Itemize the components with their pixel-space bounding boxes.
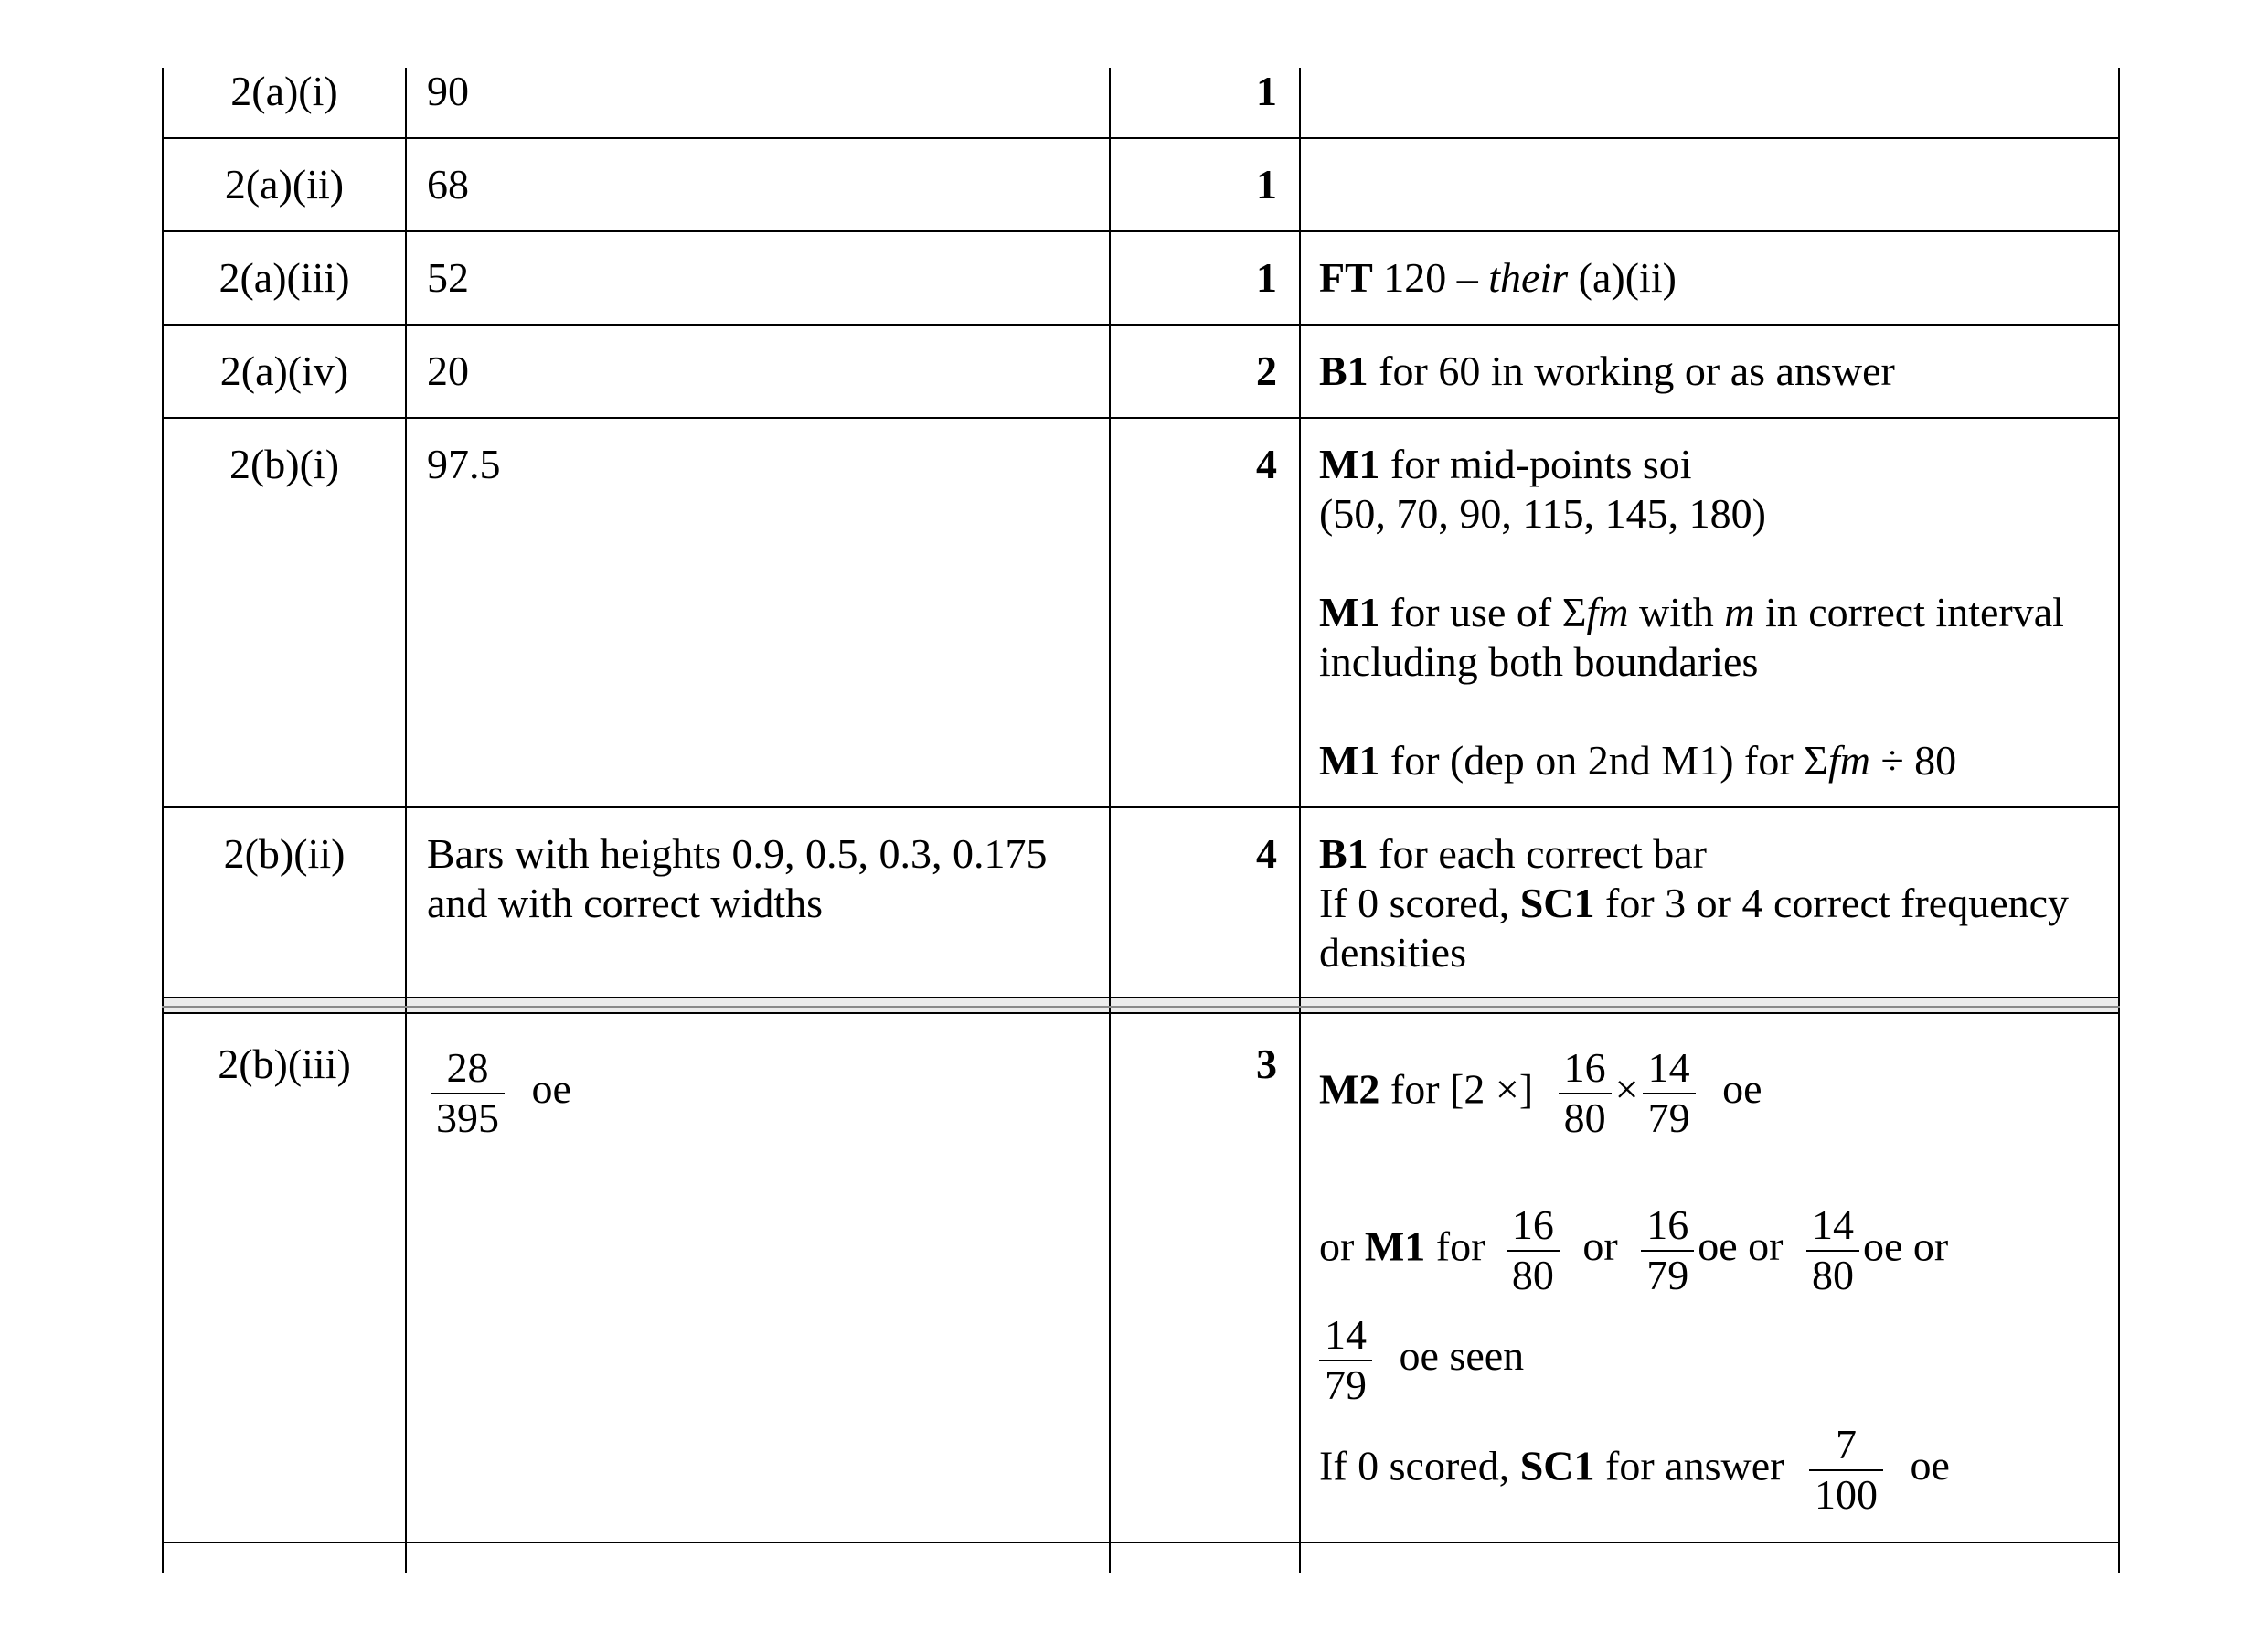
guidance-line: B1 for each correct bar <box>1319 830 1707 877</box>
mark-code: B1 <box>1319 830 1368 877</box>
answer: 68 <box>427 161 469 208</box>
row-divider <box>162 1006 2120 1008</box>
guidance-line: M1 for use of Σfm with m in correct interval <box>1319 589 2064 635</box>
answer: 20 <box>427 347 469 394</box>
answer: 97.5 <box>427 441 501 487</box>
fraction: $\frac{16}{79}$ <box>1641 1201 1694 1300</box>
marks: 4 <box>1256 830 1277 877</box>
question-number: 2(b)(iii) <box>218 1041 351 1087</box>
fraction: $\frac{7}{100}$ <box>1809 1421 1883 1520</box>
row-divider <box>162 137 2120 139</box>
table-border-right <box>2118 68 2120 1573</box>
column-divider <box>1299 68 1301 1573</box>
fraction: $\frac{14}{80}$ <box>1806 1201 1859 1300</box>
mark-code: M2 <box>1319 1065 1380 1113</box>
mark-code: SC1 <box>1519 1442 1595 1489</box>
marks: 4 <box>1256 441 1277 487</box>
row-divider <box>162 1012 2120 1014</box>
row-divider <box>162 417 2120 419</box>
answer-line: and with correct widths <box>427 880 824 926</box>
mark-code: M1 <box>1319 441 1380 487</box>
question-number: 2(a)(ii) <box>224 161 345 208</box>
answer-fraction: $\frac{28}{395}$ oe <box>427 1044 571 1143</box>
mark-code: M1 <box>1319 589 1380 635</box>
mark-code: SC1 <box>1519 880 1595 926</box>
fraction: $\frac{14}{79}$ <box>1319 1311 1372 1410</box>
row-divider <box>162 324 2120 326</box>
fraction: $\frac{16}{80}$ <box>1559 1044 1612 1143</box>
guidance-line: M1 for (dep on 2nd M1) for Σfm ÷ 80 <box>1319 737 1957 784</box>
guidance: B1 for 60 in working or as answer <box>1319 347 1895 394</box>
guidance-line: densities <box>1319 929 1466 976</box>
mark-code: B1 <box>1319 347 1368 394</box>
question-number: 2(b)(ii) <box>223 830 346 877</box>
question-number: 2(a)(iv) <box>219 347 349 394</box>
marks: 1 <box>1256 68 1277 114</box>
guidance-line: If 0 scored, SC1 for answer $\frac{7}{100}$ oe <box>1319 1421 1950 1518</box>
guidance-line: (50, 70, 90, 115, 145, 180) <box>1319 490 1766 537</box>
row-divider <box>162 997 2120 998</box>
row-divider <box>162 806 2120 808</box>
answer-line: Bars with heights 0.9, 0.5, 0.3, 0.175 <box>427 830 1048 877</box>
guidance-line: $\frac{14}{79}$ oe seen <box>1319 1311 1524 1410</box>
question-number: 2(b)(i) <box>229 441 340 487</box>
fraction: $\frac{14}{79}$ <box>1643 1044 1696 1143</box>
row-divider <box>162 1542 2120 1543</box>
marks: 1 <box>1256 161 1277 208</box>
mark-code: M1 <box>1364 1222 1426 1270</box>
answer: 90 <box>427 68 469 114</box>
mark-code: M1 <box>1319 737 1380 784</box>
question-number: 2(a)(i) <box>230 68 338 114</box>
guidance-line: If 0 scored, SC1 for 3 or 4 correct frequency <box>1319 880 2070 926</box>
row-divider <box>162 230 2120 232</box>
guidance-line: M2 for [2 ×] $\frac{16}{80}$ × $\frac{14}{79}$ oe <box>1319 1044 1762 1141</box>
fraction: $\frac{28}{395}$ <box>431 1044 505 1143</box>
mark-code: FT <box>1319 254 1373 301</box>
marks: 1 <box>1256 254 1277 301</box>
guidance: FT 120 – their (a)(ii) <box>1319 254 1677 301</box>
column-divider <box>405 68 407 1573</box>
marks: 2 <box>1256 347 1277 394</box>
guidance-line: M1 for mid-points soi <box>1319 441 1692 487</box>
marks: 3 <box>1256 1041 1277 1087</box>
guidance-line: or M1 for $\frac{16}{80}$ or $\frac{16}{79}$ oe or $\frac{14}{80}$ oe or <box>1319 1201 1949 1298</box>
answer: 52 <box>427 254 469 301</box>
fraction: $\frac{16}{80}$ <box>1507 1201 1560 1300</box>
question-number: 2(a)(iii) <box>218 254 350 301</box>
guidance-line: including both boundaries <box>1319 638 1759 685</box>
